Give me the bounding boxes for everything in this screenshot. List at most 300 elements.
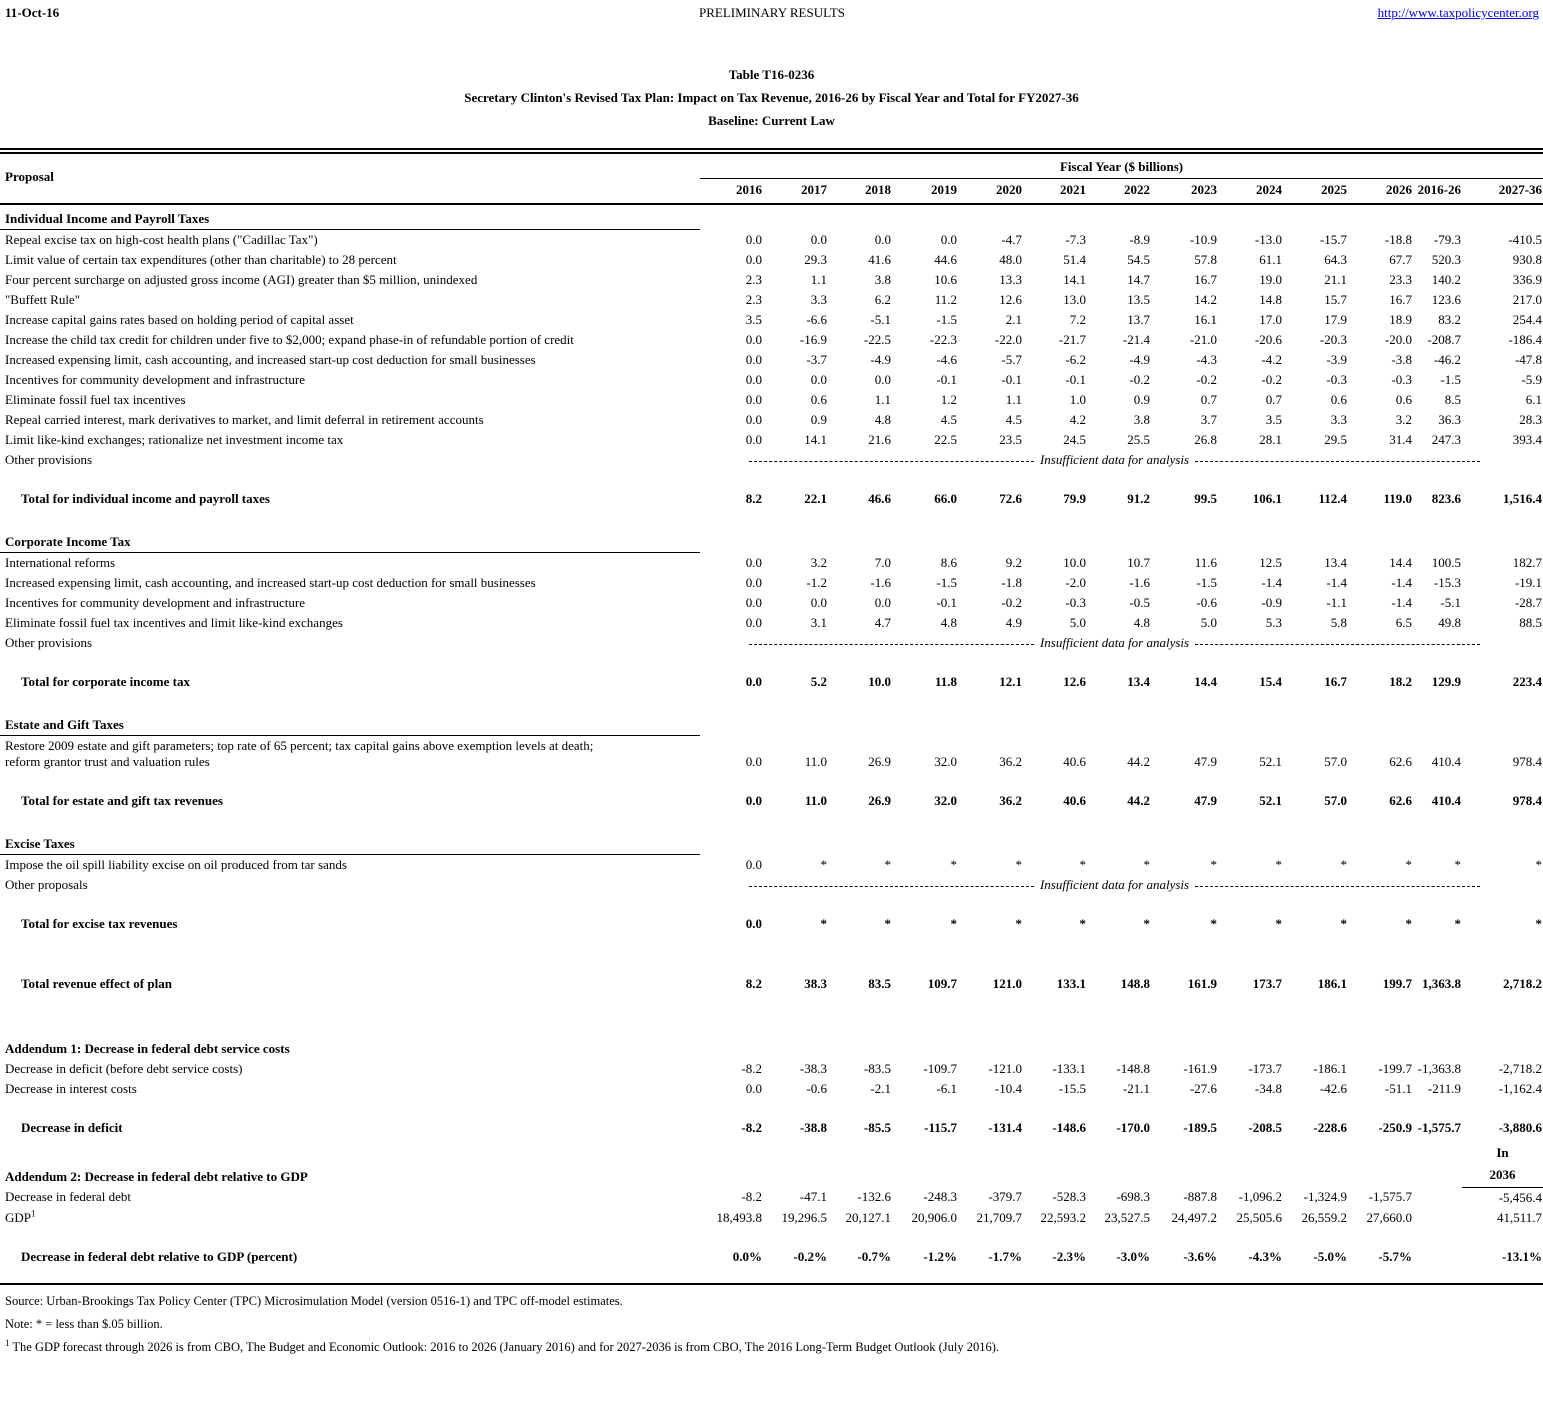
value-cell: -0.1	[936, 372, 957, 387]
value-cell: 11.6	[1194, 554, 1217, 570]
value-cell: 5.2	[810, 674, 827, 689]
value-cell: -8.9	[1129, 231, 1150, 247]
year-column-header: 2024	[1218, 179, 1283, 205]
value-cell: *	[1275, 916, 1282, 931]
value-cell: 1.0	[1069, 392, 1086, 407]
value-cell: 54.5	[1127, 252, 1150, 267]
value-cell: -1.2	[806, 575, 827, 590]
value-cell: 0.0	[745, 1081, 762, 1096]
proposal-row	[0, 390, 1543, 410]
year-column-header: 2026	[1348, 179, 1413, 205]
value-cell: -22.0	[994, 332, 1022, 347]
year-column-header: 2016	[700, 179, 763, 205]
value-cell: 19.0	[1259, 272, 1282, 287]
value-cell: -228.6	[1313, 1120, 1347, 1135]
value-cell: 40.6	[1063, 793, 1086, 808]
value-cell: 4.5	[940, 412, 957, 427]
value-cell: 15.4	[1259, 674, 1282, 689]
value-cell: 112.4	[1318, 491, 1347, 506]
value-cell: -13.0	[1254, 231, 1282, 247]
empty-cell	[700, 1035, 1543, 1059]
value-cell: -21.7	[1058, 332, 1086, 347]
value-cell: *	[1210, 856, 1217, 872]
value-cell: 0.6	[1330, 392, 1347, 407]
value-cell: *	[1405, 916, 1412, 931]
value-cell: 44.2	[1127, 793, 1150, 808]
value-cell: -248.3	[923, 1189, 957, 1205]
value-cell: -199.7	[1378, 1061, 1412, 1076]
row-label: Increased expensing limit, cash accounting, and increased start-up cost deduction for small businesses	[5, 575, 536, 590]
value-cell: 8.2	[745, 491, 762, 506]
proposal-row	[0, 553, 1543, 574]
value-cell: -5,456.4	[1498, 1189, 1543, 1205]
value-cell: 64.3	[1324, 252, 1347, 267]
row-label: Total for corporate income tax	[21, 674, 190, 689]
value-cell: 18.9	[1389, 312, 1412, 327]
proposal-column-header: Proposal	[0, 151, 700, 204]
value-cell: 4.8	[874, 412, 891, 427]
row-label: Decrease in interest costs	[5, 1081, 137, 1096]
value-cell: -0.9	[1261, 595, 1282, 610]
value-cell: 3.5	[1265, 412, 1282, 427]
value-cell: -3,880.6	[1498, 1120, 1543, 1135]
value-cell: 0.7	[1200, 392, 1217, 407]
value-cell: 0.0	[745, 231, 762, 247]
value-cell: 0.0	[745, 412, 762, 427]
value-cell: -0.2	[1261, 372, 1282, 387]
table-footer	[0, 1283, 1543, 1355]
value-cell: 0.0	[745, 392, 762, 407]
value-cell: 21.6	[868, 432, 891, 447]
value-cell: 0.6	[810, 392, 827, 407]
spacer-row	[0, 953, 1543, 974]
value-cell: -1,324.9	[1303, 1189, 1347, 1205]
value-cell: -21.1	[1122, 1081, 1150, 1096]
value-cell: -20.3	[1319, 332, 1347, 347]
value-cell: 13.3	[999, 272, 1022, 287]
value-cell: *	[1143, 856, 1150, 872]
value-cell	[1413, 1247, 1462, 1267]
value-cell: 41,511.7	[1497, 1209, 1543, 1225]
total-row	[0, 672, 1543, 692]
spacer-cell	[0, 953, 1543, 974]
value-cell: 520.3	[1431, 252, 1461, 267]
value-cell: 57.0	[1324, 754, 1347, 769]
value-cell: -6.6	[806, 312, 827, 327]
section-heading: Excise Taxes	[0, 830, 700, 855]
value-cell: -5.0%	[1313, 1248, 1347, 1264]
in-label: In	[1496, 1145, 1509, 1160]
value-cell: -0.1	[1001, 372, 1022, 387]
value-cell: *	[820, 856, 827, 872]
value-cell: 133.1	[1056, 976, 1086, 991]
proposal-row	[0, 855, 1543, 876]
value-cell: -1.5	[936, 312, 957, 327]
value-cell: 46.6	[868, 491, 891, 506]
year-column-header: 2017	[763, 179, 828, 205]
value-cell: *	[950, 916, 957, 931]
value-cell: 17.0	[1259, 312, 1282, 327]
value-cell: 11.2	[934, 292, 957, 307]
value-cell: -20.0	[1384, 332, 1412, 347]
value-cell: 32.0	[934, 754, 957, 769]
value-cell: 23.3	[1389, 272, 1412, 287]
value-cell: 22.1	[804, 491, 827, 506]
value-cell: 13.5	[1127, 292, 1150, 307]
value-cell: *	[1454, 916, 1461, 931]
insufficient-data-band	[701, 452, 1542, 468]
proposal-row	[0, 633, 1543, 653]
value-cell: 336.9	[1512, 272, 1543, 287]
value-cell: 28.1	[1259, 432, 1282, 447]
row-label: Total for individual income and payroll taxes	[21, 491, 270, 506]
value-cell: -10.4	[994, 1081, 1022, 1096]
value-cell: *	[820, 916, 827, 931]
value-cell: 173.7	[1252, 976, 1282, 991]
value-cell: 4.9	[1005, 615, 1022, 630]
value-cell: 18,493.8	[716, 1209, 762, 1225]
value-cell: 3.2	[810, 554, 827, 570]
value-cell: -3.7	[806, 352, 827, 367]
table-baseline: Baseline: Current Law	[708, 113, 835, 128]
value-cell: 22.5	[934, 432, 957, 447]
value-cell: 3.2	[1395, 412, 1412, 427]
value-cell: 47.9	[1194, 793, 1217, 808]
value-cell: 16.7	[1389, 292, 1412, 307]
value-cell: 17.9	[1324, 312, 1347, 327]
value-cell: 29.5	[1324, 432, 1347, 447]
value-cell: 12.6	[1063, 674, 1086, 689]
value-cell: 16.1	[1194, 312, 1217, 327]
value-cell: -1.6	[870, 575, 891, 590]
value-cell: 978.4	[1512, 754, 1543, 769]
value-cell: 25.5	[1127, 432, 1150, 447]
spacer-row	[0, 934, 1543, 953]
proposal-row	[0, 1208, 1543, 1228]
row-label: Decrease in deficit	[21, 1120, 123, 1135]
year-column-header: 2019	[892, 179, 958, 205]
value-cell: 23,527.5	[1104, 1209, 1150, 1225]
insufficient-data-cell	[700, 633, 1543, 653]
row-label: GDP$^1$	[5, 1208, 36, 1225]
value-cell: -1,575.7	[1417, 1120, 1461, 1135]
value-cell: 10.7	[1127, 554, 1150, 570]
value-cell: -0.3	[1326, 372, 1347, 387]
value-cell: 24.5	[1063, 432, 1086, 447]
label-line: reform grantor trust and valuation rules	[5, 754, 210, 769]
value-cell: 23.5	[999, 432, 1022, 447]
value-cell: 0.0%	[732, 1248, 762, 1264]
value-cell: 66.0	[934, 491, 957, 506]
value-cell: -1.8	[1001, 575, 1022, 590]
value-cell: *	[1535, 916, 1543, 931]
spacer-cell	[0, 934, 1543, 953]
value-cell: 0.0	[745, 575, 762, 590]
value-cell: 978.4	[1512, 793, 1543, 808]
value-cell: -115.7	[924, 1120, 957, 1135]
row-label: Other proposals	[5, 877, 88, 892]
value-cell: 61.1	[1259, 252, 1282, 267]
proposal-row	[0, 350, 1543, 370]
title-block	[0, 63, 1543, 132]
year-column-header: 2020	[958, 179, 1023, 205]
proposal-row	[0, 1079, 1543, 1099]
insufficient-data-band	[701, 877, 1542, 893]
value-cell: -79.3	[1433, 231, 1461, 247]
value-cell: 100.5	[1431, 554, 1461, 570]
proposal-row	[0, 250, 1543, 270]
proposal-row	[0, 290, 1543, 310]
value-cell: 72.6	[999, 491, 1022, 506]
value-cell: 88.5	[1519, 615, 1543, 630]
row-label: Incentives for community development and infrastructure	[5, 372, 305, 387]
value-cell: -1.1	[1326, 595, 1347, 610]
value-cell: 0.0	[874, 595, 891, 610]
value-cell: 7.2	[1069, 312, 1086, 327]
value-cell: 13.4	[1324, 554, 1347, 570]
value-cell: -1.5	[1196, 575, 1217, 590]
value-cell: -51.1	[1384, 1081, 1412, 1096]
value-cell: 0.0	[810, 595, 827, 610]
page-header	[0, 0, 1543, 21]
section-heading: Addendum 1: Decrease in federal debt service costs	[5, 1041, 290, 1056]
proposal-row	[0, 1059, 1543, 1079]
value-cell: -379.7	[988, 1189, 1022, 1205]
row-label: International reforms	[5, 555, 116, 570]
value-cell: -18.8	[1384, 231, 1412, 247]
value-cell: 8.2	[745, 976, 762, 991]
proposal-row	[0, 613, 1543, 633]
spacer-cell	[0, 811, 1543, 830]
value-cell: -5.7%	[1378, 1248, 1412, 1264]
value-cell: 99.5	[1194, 491, 1217, 506]
value-cell: 9.2	[1005, 554, 1022, 570]
value-cell: -5.7	[1001, 352, 1022, 367]
row-label: Increase capital gains rates based on holding period of capital asset	[5, 312, 354, 327]
spacer-cell	[0, 692, 1543, 711]
value-cell: 3.8	[874, 272, 891, 287]
value-cell: 0.6	[1395, 392, 1412, 407]
value-cell: *	[1275, 856, 1282, 872]
spacer-row	[0, 509, 1543, 528]
value-cell: -4.9	[1129, 352, 1150, 367]
spacer-cell	[0, 772, 1543, 791]
value-cell: -161.9	[1183, 1061, 1217, 1076]
value-cell: 79.9	[1063, 491, 1086, 506]
value-cell: 3.3	[810, 292, 827, 307]
value-cell: -1.7%	[988, 1248, 1022, 1264]
year-column-header: 2027-36	[1462, 179, 1543, 205]
value-cell: 16.7	[1194, 272, 1217, 287]
spacer-row	[0, 1267, 1543, 1279]
value-cell: 38.3	[804, 976, 827, 991]
value-cell: 40.6	[1063, 754, 1086, 769]
section-heading: Individual Income and Payroll Taxes	[0, 204, 700, 230]
spacer-row	[0, 1099, 1543, 1118]
value-cell: 12.6	[999, 292, 1022, 307]
value-cell: -170.0	[1116, 1120, 1150, 1135]
value-cell: 0.0	[745, 332, 762, 347]
value-cell: -5.1	[1440, 595, 1461, 610]
value-cell: -15.7	[1319, 231, 1347, 247]
value-cell: -7.3	[1065, 231, 1086, 247]
value-cell: -1,575.7	[1368, 1189, 1412, 1205]
proposal-row	[0, 430, 1543, 450]
section-heading-row	[0, 711, 1543, 736]
value-cell: 16.7	[1324, 674, 1347, 689]
value-cell: 182.7	[1512, 554, 1543, 570]
value-cell: -109.7	[923, 1061, 957, 1076]
row-label: Eliminate fossil fuel tax incentives	[5, 392, 186, 407]
value-cell: 4.2	[1069, 412, 1086, 427]
value-cell: 121.0	[992, 976, 1022, 991]
insufficient-data-note: Insufficient data for analysis	[1039, 452, 1190, 467]
value-cell: *	[1454, 856, 1461, 872]
value-cell: *	[1210, 916, 1217, 931]
spacer-cell	[0, 895, 1543, 914]
value-cell: 0.0	[745, 595, 762, 610]
value-cell: -173.7	[1248, 1061, 1282, 1076]
value-cell: 223.4	[1512, 674, 1543, 689]
spacer-cell	[0, 470, 1543, 489]
value-cell: 2.3	[745, 272, 762, 287]
spacer-row	[0, 772, 1543, 791]
value-cell: 14.4	[1389, 554, 1412, 570]
value-cell: 4.5	[1005, 412, 1022, 427]
spacer-row	[0, 692, 1543, 711]
proposal-row	[0, 410, 1543, 430]
value-cell: 10.0	[1063, 554, 1086, 570]
value-cell: -83.5	[863, 1061, 891, 1076]
value-cell: 27,660.0	[1366, 1209, 1412, 1225]
value-cell: -3.9	[1326, 352, 1347, 367]
value-cell: -133.1	[1052, 1061, 1086, 1076]
empty-cell	[700, 204, 1543, 230]
tpc-url-link[interactable]: http://www.taxpolicycenter.org	[1377, 5, 1540, 20]
value-cell: *	[1143, 916, 1150, 931]
empty-cell	[700, 1163, 1462, 1187]
value-cell: 1,363.8	[1422, 976, 1461, 991]
section-heading: Estate and Gift Taxes	[0, 711, 700, 736]
value-cell: -3.0%	[1116, 1248, 1150, 1264]
value-cell: -5.9	[1521, 372, 1543, 387]
empty-cell	[700, 830, 1543, 855]
value-cell: -0.5	[1129, 595, 1150, 610]
value-cell: -4.9	[870, 352, 891, 367]
value-cell: 0.0	[874, 231, 891, 247]
value-cell: 0.0	[745, 793, 762, 808]
value-cell: 29.3	[804, 252, 827, 267]
report-date: 11-Oct-16	[5, 5, 60, 20]
table-title: Secretary Clinton's Revised Tax Plan: Impact on Tax Revenue, 2016-26 by Fiscal Year and Total for FY2027-36	[464, 90, 1079, 105]
value-cell: 123.6	[1431, 292, 1461, 307]
value-cell: 20,127.1	[845, 1209, 891, 1225]
value-cell: -1.2%	[923, 1248, 957, 1264]
value-cell: -38.3	[799, 1061, 827, 1076]
value-cell: 930.8	[1512, 252, 1543, 267]
value-cell: 26,559.2	[1301, 1209, 1347, 1225]
year-column-header: 2018	[828, 179, 892, 205]
value-cell: -5.1	[870, 312, 891, 327]
section-heading-row	[0, 528, 1543, 553]
value-cell: 247.3	[1431, 432, 1461, 447]
value-cell: -8.2	[741, 1189, 762, 1205]
in-2036-row	[0, 1143, 1543, 1163]
value-cell: -0.1	[936, 595, 957, 610]
value-cell: 3.7	[1200, 412, 1217, 427]
row-label: Limit like-kind exchanges; rationalize net investment income tax	[5, 432, 344, 447]
value-cell: 52.1	[1259, 793, 1282, 808]
value-cell: 26.8	[1194, 432, 1217, 447]
value-cell: -15.3	[1433, 575, 1461, 590]
value-cell: -6.1	[936, 1081, 957, 1096]
value-cell: 0.0	[745, 554, 762, 570]
value-cell: 410.4	[1431, 754, 1461, 769]
value-cell: -1.5	[1440, 372, 1461, 387]
value-cell: -0.7%	[857, 1248, 891, 1264]
year-column-header: 2022	[1087, 179, 1151, 205]
value-cell: 36.2	[999, 754, 1022, 769]
value-cell: -2.3%	[1052, 1248, 1086, 1264]
value-cell: -1.6	[1129, 575, 1150, 590]
value-cell: 67.7	[1389, 252, 1412, 267]
empty-cell	[700, 1143, 1462, 1163]
value-cell: -0.1	[1065, 372, 1086, 387]
value-cell: -47.8	[1514, 352, 1543, 367]
value-cell: 199.7	[1382, 976, 1412, 991]
row-label: Decrease in deficit (before debt service costs)	[5, 1061, 243, 1076]
total-row	[0, 1118, 1543, 1138]
value-cell: 11.0	[804, 754, 827, 769]
value-cell: 0.0	[940, 231, 957, 247]
empty-cell	[700, 711, 1543, 736]
value-cell: *	[1340, 856, 1347, 872]
value-cell: *	[884, 916, 891, 931]
value-cell: 24,497.2	[1171, 1209, 1217, 1225]
value-cell: -38.8	[799, 1120, 827, 1135]
value-cell: -528.3	[1052, 1189, 1086, 1205]
spacer-row	[0, 811, 1543, 830]
value-cell: 44.6	[934, 252, 957, 267]
proposal-row	[0, 270, 1543, 290]
value-cell: 49.8	[1438, 615, 1461, 630]
value-cell: -3.8	[1391, 352, 1412, 367]
value-cell: -2,718.2	[1498, 1061, 1543, 1076]
row-label: Total revenue effect of plan	[21, 976, 172, 991]
row-label: Four percent surcharge on adjusted gross income (AGI) greater than $5 million, unindexed	[5, 272, 478, 287]
year-column-header: 2016-26	[1413, 179, 1462, 205]
value-cell: 0.0	[745, 754, 762, 769]
spacer-cell	[0, 1099, 1543, 1118]
value-cell: -3.6%	[1183, 1248, 1217, 1264]
row-label: Incentives for community development and infrastructure	[5, 595, 305, 610]
value-cell: 5.0	[1069, 615, 1086, 630]
value-cell: -2.1	[870, 1081, 891, 1096]
value-cell: -47.1	[799, 1189, 827, 1205]
proposal-row	[0, 370, 1543, 390]
value-cell: 14.7	[1127, 272, 1150, 287]
row-label: Increased expensing limit, cash accounting, and increased start-up cost deduction for small businesses	[5, 352, 536, 367]
value-cell: 15.7	[1324, 292, 1347, 307]
insufficient-data-note: Insufficient data for analysis	[1039, 877, 1190, 892]
row-label: Impose the oil spill liability excise on oil produced from tar sands	[5, 857, 347, 872]
value-cell: -46.2	[1433, 352, 1461, 367]
value-cell: 13.4	[1127, 674, 1150, 689]
value-cell: 62.6	[1389, 754, 1412, 769]
row-label: Decrease in federal debt	[5, 1189, 131, 1205]
value-cell: 25,505.6	[1236, 1209, 1282, 1225]
value-cell: -28.7	[1514, 595, 1543, 610]
